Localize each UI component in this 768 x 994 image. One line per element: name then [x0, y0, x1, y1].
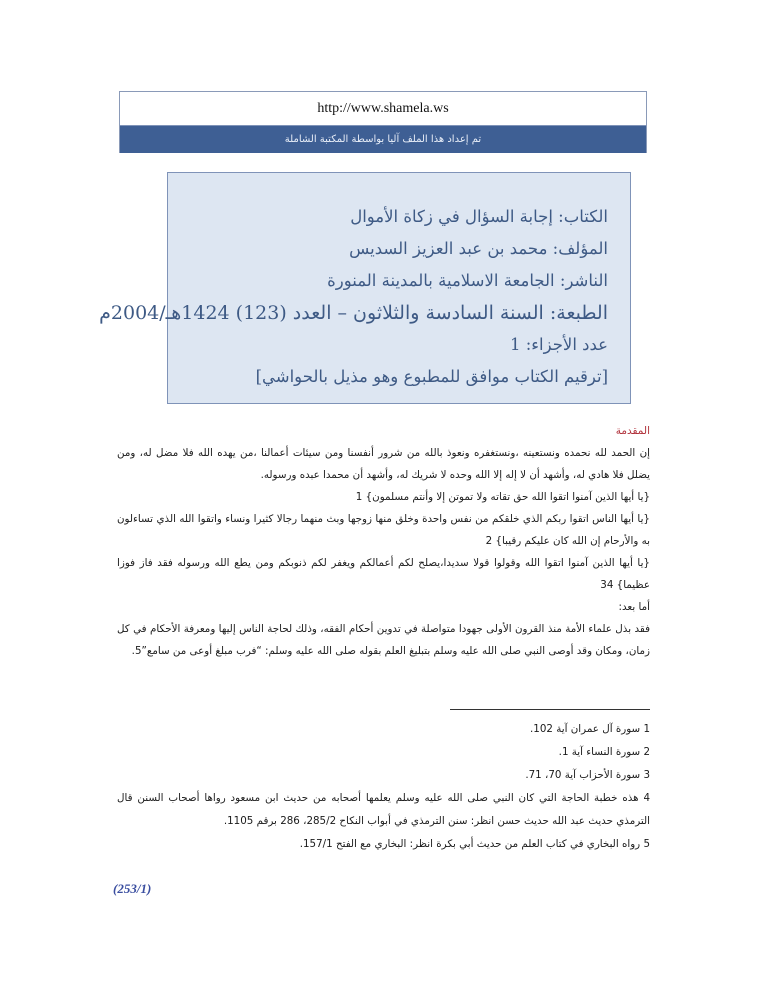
book-info-box [99, 172, 631, 404]
book-author: المؤلف: محمد بن عبد العزيز السديس [349, 239, 608, 258]
header-note: تم إعداد هذا الملف آليا بواسطة المكتبة الشاملة [120, 125, 646, 153]
paragraph-verse-2: {يا أيها الناس اتقوا ربكم الذي خلقكم من نفس واحدة وخلق منها زوجها وبث منهما رجالا كثيرا ونساء واتقوا الله الذي تساءلون به والأرحام إن الله كان عليكم رقيبا} 2 [117, 513, 650, 547]
paragraph-verse-1: {يا أيها الذين آمنوا اتقوا الله حق تقاته ولا تموتن إلا وأنتم مسلمون} 1 [355, 491, 650, 503]
header-box [119, 91, 647, 153]
header-url[interactable]: http://www.shamela.ws [120, 92, 646, 125]
book-publisher: الناشر: الجامعة الاسلامية بالمدينة المنورة [327, 271, 608, 290]
footnote-item: 1 سورة آل عمران آية 102. [530, 723, 650, 735]
paragraph-amma-baad: أما بعد: [618, 601, 650, 613]
book-numbering: [ترقيم الكتاب موافق للمطبوع وهو مذيل بالحواشي] [255, 367, 608, 386]
book-edition: الطبعة: السنة السادسة والثلاثون – العدد (123) 1424هـ/2004م [99, 302, 608, 324]
footnote-item: 3 سورة الأحزاب آية 70، 71. [525, 769, 650, 781]
section-title: المقدمة [615, 425, 650, 437]
footnotes [117, 718, 650, 856]
main-content [117, 420, 650, 662]
footnote-item: 5 رواه البخاري في كتاب العلم من حديث أبي بكرة انظر: البخاري مع الفتح 157/1. [299, 838, 650, 850]
footnote-divider [450, 709, 650, 710]
paragraph-verse-3: {يا أيها الذين آمنوا اتقوا الله وقولوا قولا سديدا،يصلح لكم أعمالكم ويغفر لكم ذنوبكم ومن يطع الله ورسوله فقد فاز فوزا عظيما} 34 [117, 557, 650, 591]
footnote-item: 2 سورة النساء آية 1. [558, 746, 650, 758]
footnote-item: 4 هذه خطبة الحاجة التي كان النبي صلى الله عليه وسلم يعلمها أصحابه من حديث ابن مسعود رواها أصحاب السنن قال الترمذي حديث عبد الله حديث حسن انظر: سنن الترمذي في أبواب النكاح 285/2، 286 برقم 1105. [117, 792, 650, 827]
page-number: (253/1) [113, 881, 152, 896]
paragraph-opening: إن الحمد لله نحمده ونستعينه ،ونستغفره ونعوذ بالله من شرور أنفسنا ومن سيئات أعمالنا ،من يهده الله فلا مضل له، ومن يضلل فلا هادي له، وأشهد أن لا إله إلا الله وحده لا شريك له، وأشهد أن محمدا عبده ورسوله. [117, 447, 650, 481]
book-parts: عدد الأجزاء: 1 [509, 335, 608, 354]
book-title: الكتاب: إجابة السؤال في زكاة الأموال [350, 207, 608, 226]
paragraph-body: فقد بذل علماء الأمة منذ القرون الأولى جهودا متواصلة في تدوين أحكام الفقه، وذلك لحاجة الناس إليها ومعرفة الأحكام في كل زمان، ومكان وقد أوصى النبي صلى الله عليه وسلم بتبليغ العلم بقوله صلى الله عليه وسلم: “فرب مبلغ أوعى من سامع”5. [117, 623, 650, 657]
